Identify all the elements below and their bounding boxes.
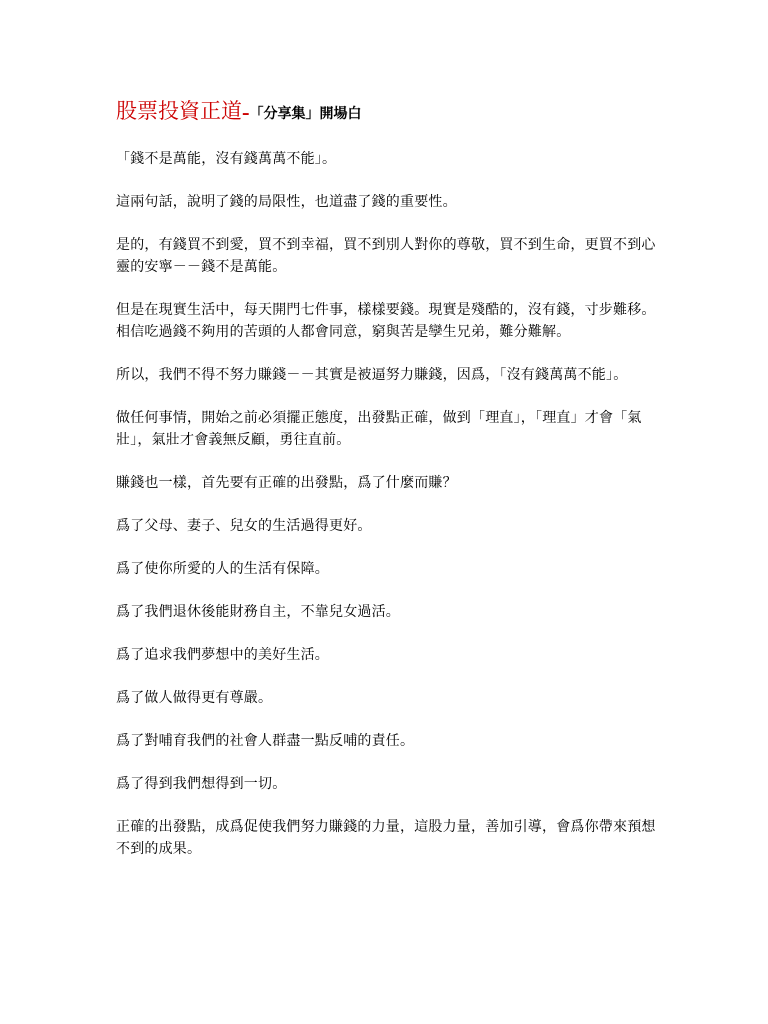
paragraph: 但是在現實生活中，每天開門七件事，樣樣要錢。現實是殘酷的，沒有錢，寸步難移。相信吃過錢不夠用的苦頭的人都會同意，窮與苦是孿生兄弟，難分難解。	[116, 302, 656, 340]
paragraph: 爲了做人做得更有尊嚴。	[116, 690, 273, 706]
paragraph: 爲了得到我們想得到一切。	[116, 776, 287, 792]
title-subtitle: 「分享集」開場白	[249, 106, 362, 122]
paragraph: 爲了我們退休後能財務自主，不靠兒女過活。	[116, 604, 400, 620]
title-dash: –	[242, 104, 250, 122]
paragraph: 爲了使你所愛的人的生活有保障。	[116, 561, 329, 577]
paragraph: 正確的出發點，成爲促使我們努力賺錢的力量，這股力量，善加引導，會爲你帶來預想不到的成果。	[116, 819, 656, 857]
document-body	[116, 148, 662, 881]
paragraph: 是的，有錢買不到愛，買不到幸福，買不到別人對你的尊敬，買不到生命，更買不到心靈的安寧－－錢不是萬能。	[116, 237, 656, 275]
paragraph: 爲了父母、妻子、兒女的生活過得更好。	[116, 518, 372, 534]
paragraph: 這兩句話，說明了錢的局限性，也道盡了錢的重要性。	[116, 194, 457, 210]
paragraph: 所以，我們不得不努力賺錢－－其實是被逼努力賺錢，因爲，「沒有錢萬萬不能」。	[116, 367, 628, 383]
paragraph: 做任何事情，開始之前必須擺正態度，出發點正確，做到「理直」，「理直」才會「氣壯」，氣壯才會義無反顧，勇往直前。	[116, 410, 642, 448]
paragraph: 賺錢也一樣，首先要有正確的出發點，爲了什麼而賺？	[116, 475, 457, 491]
paragraph: 「錢不是萬能，沒有錢萬萬不能」。	[116, 151, 337, 167]
title-main: 股票投資正道	[116, 99, 242, 123]
paragraph: 爲了追求我們夢想中的美好生活。	[116, 647, 329, 663]
paragraph: 爲了對哺育我們的社會人群盡一點反哺的責任。	[116, 733, 415, 749]
document-title	[116, 96, 362, 129]
